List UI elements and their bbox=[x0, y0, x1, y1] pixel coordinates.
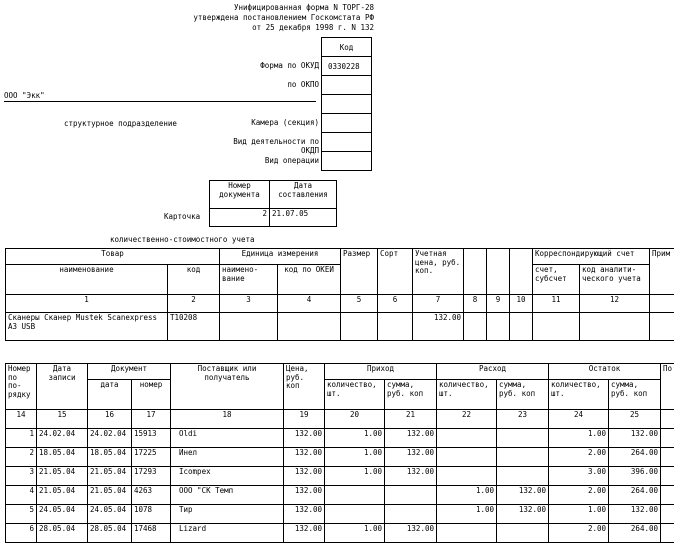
column-number: 11 bbox=[533, 295, 580, 313]
item-unit bbox=[220, 313, 278, 341]
row-in-qty: 1.00 bbox=[325, 524, 385, 543]
operation-value bbox=[321, 151, 372, 171]
row-in-qty: 1.00 bbox=[325, 429, 385, 448]
row-price: 132.00 bbox=[284, 486, 325, 505]
row-date: 24.02.04 bbox=[37, 429, 88, 448]
balance-header: Остаток bbox=[549, 364, 661, 380]
row-date: 24.05.04 bbox=[37, 505, 88, 524]
item-sort bbox=[378, 313, 413, 341]
column-number: 6 bbox=[378, 295, 413, 313]
item-analytic bbox=[580, 313, 650, 341]
row-out-qty: 1.00 bbox=[437, 486, 497, 505]
codes-title: Код bbox=[321, 37, 372, 57]
row-number: 4 bbox=[6, 486, 37, 505]
row-out-qty: 1.00 bbox=[437, 505, 497, 524]
item-okei bbox=[278, 313, 341, 341]
okpo-value bbox=[321, 75, 372, 95]
doc-number-header: Номер документа bbox=[210, 181, 270, 209]
row-in-sum: 132.00 bbox=[385, 448, 437, 467]
column-number: 9 bbox=[487, 295, 510, 313]
row-doc-date: 24.05.04 bbox=[88, 505, 132, 524]
row-date: 18.05.04 bbox=[37, 448, 88, 467]
column-number: 20 bbox=[325, 410, 385, 429]
column-number: 4 bbox=[278, 295, 341, 313]
row-out-qty bbox=[437, 467, 497, 486]
row-rest-sum: 132.00 bbox=[609, 429, 661, 448]
column-number: 24 bbox=[549, 410, 609, 429]
row-doc-num: 1078 bbox=[132, 505, 171, 524]
okpo-label: по ОКПО bbox=[287, 81, 319, 90]
in-qty-header: количество, шт. bbox=[325, 380, 385, 410]
row-extra bbox=[661, 505, 674, 524]
column-number: 14 bbox=[6, 410, 37, 429]
row-out-qty bbox=[437, 524, 497, 543]
activity-label-2: ОКДП bbox=[301, 147, 319, 156]
size-header: Размер bbox=[341, 249, 378, 295]
out-sum-header: сумма, руб. коп bbox=[497, 380, 549, 410]
in-sum-header: сумма, руб. коп bbox=[385, 380, 437, 410]
corr-header: Корреспондирующий счет bbox=[533, 249, 650, 265]
row-in-sum bbox=[385, 505, 437, 524]
row-out-sum bbox=[497, 429, 549, 448]
organization-name: ООО "Экк" bbox=[4, 92, 45, 101]
okud-label: Форма по ОКУД bbox=[260, 62, 319, 71]
row-number: 6 bbox=[6, 524, 37, 543]
doc-number: 2 bbox=[210, 209, 270, 227]
column-number: 16 bbox=[88, 410, 132, 429]
okud-value: 0330228 bbox=[321, 56, 372, 76]
item-price: 132.00 bbox=[413, 313, 464, 341]
subtitle: количественно-стоимостного учета bbox=[110, 236, 255, 245]
item-col8 bbox=[464, 313, 487, 341]
row-extra bbox=[661, 429, 674, 448]
price-header: Цена, руб. коп bbox=[284, 364, 325, 410]
expense-header: Расход bbox=[437, 364, 549, 380]
row-rest-qty: 3.00 bbox=[549, 467, 609, 486]
item-name: Сканеры Сканер Mustek Scanexpress A3 USB bbox=[6, 313, 168, 341]
form-title-line3: от 25 декабря 1998 г. N 132 bbox=[252, 24, 374, 33]
row-doc-num: 17468 bbox=[132, 524, 171, 543]
row-number: 3 bbox=[6, 467, 37, 486]
row-rest-sum: 132.00 bbox=[609, 505, 661, 524]
column-number: 19 bbox=[284, 410, 325, 429]
subdivision-label: структурное подразделение bbox=[64, 120, 177, 129]
column-number: 15 bbox=[37, 410, 88, 429]
num-header: Номер по по-рядку bbox=[6, 364, 37, 410]
blank-code-1 bbox=[321, 94, 372, 114]
row-number: 5 bbox=[6, 505, 37, 524]
row-rest-qty: 1.00 bbox=[549, 505, 609, 524]
blank-header-9 bbox=[487, 249, 510, 295]
supplier-header: Поставщик или получатель bbox=[171, 364, 284, 410]
row-doc-date: 21.05.04 bbox=[88, 467, 132, 486]
row-rest-qty: 1.00 bbox=[549, 429, 609, 448]
row-doc-date: 21.05.04 bbox=[88, 486, 132, 505]
row-in-qty bbox=[325, 486, 385, 505]
row-out-sum bbox=[497, 467, 549, 486]
movement-table bbox=[5, 363, 674, 543]
row-price: 132.00 bbox=[284, 524, 325, 543]
sort-header: Сорт bbox=[378, 249, 413, 295]
row-in-sum: 132.00 bbox=[385, 429, 437, 448]
row-rest-qty: 2.00 bbox=[549, 448, 609, 467]
form-title-line1: Унифицированная форма N ТОРГ-28 bbox=[234, 4, 374, 13]
row-party: Lizard bbox=[171, 524, 284, 543]
movement-rows bbox=[6, 429, 674, 543]
row-doc-num: 15913 bbox=[132, 429, 171, 448]
row-doc-num: 17225 bbox=[132, 448, 171, 467]
column-number: 1 bbox=[6, 295, 168, 313]
row-party: Инел bbox=[171, 448, 284, 467]
row-out-sum: 132.00 bbox=[497, 505, 549, 524]
goods-header: Товар bbox=[6, 249, 220, 265]
form-title-line2: утверждена постановлением Госкомстата РФ bbox=[193, 14, 374, 23]
row-date: 21.05.04 bbox=[37, 467, 88, 486]
activity-label-1: Вид деятельности по bbox=[233, 138, 319, 147]
row-doc-date: 18.05.04 bbox=[88, 448, 132, 467]
income-header: Приход bbox=[325, 364, 437, 380]
rest-sum-header: сумма, руб. коп bbox=[609, 380, 661, 410]
item-account bbox=[533, 313, 580, 341]
column-number: 17 bbox=[132, 410, 171, 429]
row-date: 28.05.04 bbox=[37, 524, 88, 543]
row-extra bbox=[661, 486, 674, 505]
row-date: 21.05.04 bbox=[37, 486, 88, 505]
row-rest-qty: 2.00 bbox=[549, 486, 609, 505]
row-party: ООО "СК Темп bbox=[171, 486, 284, 505]
row-doc-date: 28.05.04 bbox=[88, 524, 132, 543]
card-label: Карточка bbox=[164, 213, 200, 222]
column-number: 8 bbox=[464, 295, 487, 313]
column-number: 7 bbox=[413, 295, 464, 313]
camera-label: Камера (секция) bbox=[251, 119, 319, 128]
column-number: 25 bbox=[609, 410, 661, 429]
column-number: 5 bbox=[341, 295, 378, 313]
row-in-qty: 1.00 bbox=[325, 448, 385, 467]
blank-header-8 bbox=[464, 249, 487, 295]
column-number: 23 bbox=[497, 410, 549, 429]
rest-qty-header: количество, шт. bbox=[549, 380, 609, 410]
table-row bbox=[6, 429, 674, 448]
column-number: 2 bbox=[168, 295, 220, 313]
okei-header: код по ОКЕИ bbox=[278, 265, 341, 295]
row-doc-num: 4263 bbox=[132, 486, 171, 505]
analytic-header: код аналити-ческого учета bbox=[580, 265, 650, 295]
row-party: Icompex bbox=[171, 467, 284, 486]
doc-date: 21.07.05 bbox=[270, 209, 337, 227]
out-qty-header: количество, шт. bbox=[437, 380, 497, 410]
row-in-qty bbox=[325, 505, 385, 524]
table-row bbox=[6, 505, 674, 524]
name-header: наименование bbox=[6, 265, 168, 295]
note-header: Прим bbox=[650, 249, 674, 295]
row-out-sum bbox=[497, 448, 549, 467]
row-rest-sum: 264.00 bbox=[609, 486, 661, 505]
row-extra bbox=[661, 467, 674, 486]
item-code: T10208 bbox=[168, 313, 220, 341]
operation-label: Вид операции bbox=[265, 157, 319, 166]
row-out-sum bbox=[497, 524, 549, 543]
row-party: Oldi bbox=[171, 429, 284, 448]
row-out-qty bbox=[437, 429, 497, 448]
row-extra bbox=[661, 448, 674, 467]
row-party: Тир bbox=[171, 505, 284, 524]
extra-header: По bbox=[661, 364, 674, 410]
column-number: 22 bbox=[437, 410, 497, 429]
column-number: 21 bbox=[385, 410, 437, 429]
row-price: 132.00 bbox=[284, 467, 325, 486]
organization-underline bbox=[4, 101, 316, 102]
table-row bbox=[6, 467, 674, 486]
column-number: 3 bbox=[220, 295, 278, 313]
document-header: Документ bbox=[88, 364, 171, 380]
row-price: 132.00 bbox=[284, 429, 325, 448]
row-extra bbox=[661, 524, 674, 543]
row-rest-sum: 264.00 bbox=[609, 448, 661, 467]
doc-date-header: дата bbox=[88, 380, 132, 410]
row-out-sum: 132.00 bbox=[497, 486, 549, 505]
item-size bbox=[341, 313, 378, 341]
row-doc-num: 17293 bbox=[132, 467, 171, 486]
row-rest-sum: 264.00 bbox=[609, 524, 661, 543]
doc-num-header: номер bbox=[132, 380, 171, 410]
row-in-sum: 132.00 bbox=[385, 467, 437, 486]
row-price: 132.00 bbox=[284, 448, 325, 467]
unit-name-header: наимено-вание bbox=[220, 265, 278, 295]
item-col10 bbox=[510, 313, 533, 341]
doc-number-table bbox=[209, 180, 337, 227]
row-rest-qty: 2.00 bbox=[549, 524, 609, 543]
table-row bbox=[6, 524, 674, 543]
account-header: счет, субсчет bbox=[533, 265, 580, 295]
row-in-qty: 1.00 bbox=[325, 467, 385, 486]
row-price: 132.00 bbox=[284, 505, 325, 524]
row-rest-sum: 396.00 bbox=[609, 467, 661, 486]
row-doc-date: 24.02.04 bbox=[88, 429, 132, 448]
doc-date-header: Дата составления bbox=[270, 181, 337, 209]
goods-table bbox=[5, 248, 674, 341]
item-note bbox=[650, 313, 674, 341]
row-in-sum: 132.00 bbox=[385, 524, 437, 543]
row-number: 1 bbox=[6, 429, 37, 448]
column-number: 12 bbox=[580, 295, 650, 313]
blank-header-10 bbox=[510, 249, 533, 295]
camera-value bbox=[321, 113, 372, 133]
activity-value bbox=[321, 132, 372, 152]
column-number-blank bbox=[650, 295, 674, 313]
table-row bbox=[6, 486, 674, 505]
item-col9 bbox=[487, 313, 510, 341]
column-number-blank bbox=[661, 410, 674, 429]
code-header: код bbox=[168, 265, 220, 295]
table-row bbox=[6, 448, 674, 467]
unit-header: Единица измерения bbox=[220, 249, 341, 265]
row-out-qty bbox=[437, 448, 497, 467]
column-number: 18 bbox=[171, 410, 284, 429]
row-number: 2 bbox=[6, 448, 37, 467]
row-in-sum bbox=[385, 486, 437, 505]
price-header: Учетная цена, руб. коп. bbox=[413, 249, 464, 295]
column-number: 10 bbox=[510, 295, 533, 313]
date-header: Дата записи bbox=[37, 364, 88, 410]
